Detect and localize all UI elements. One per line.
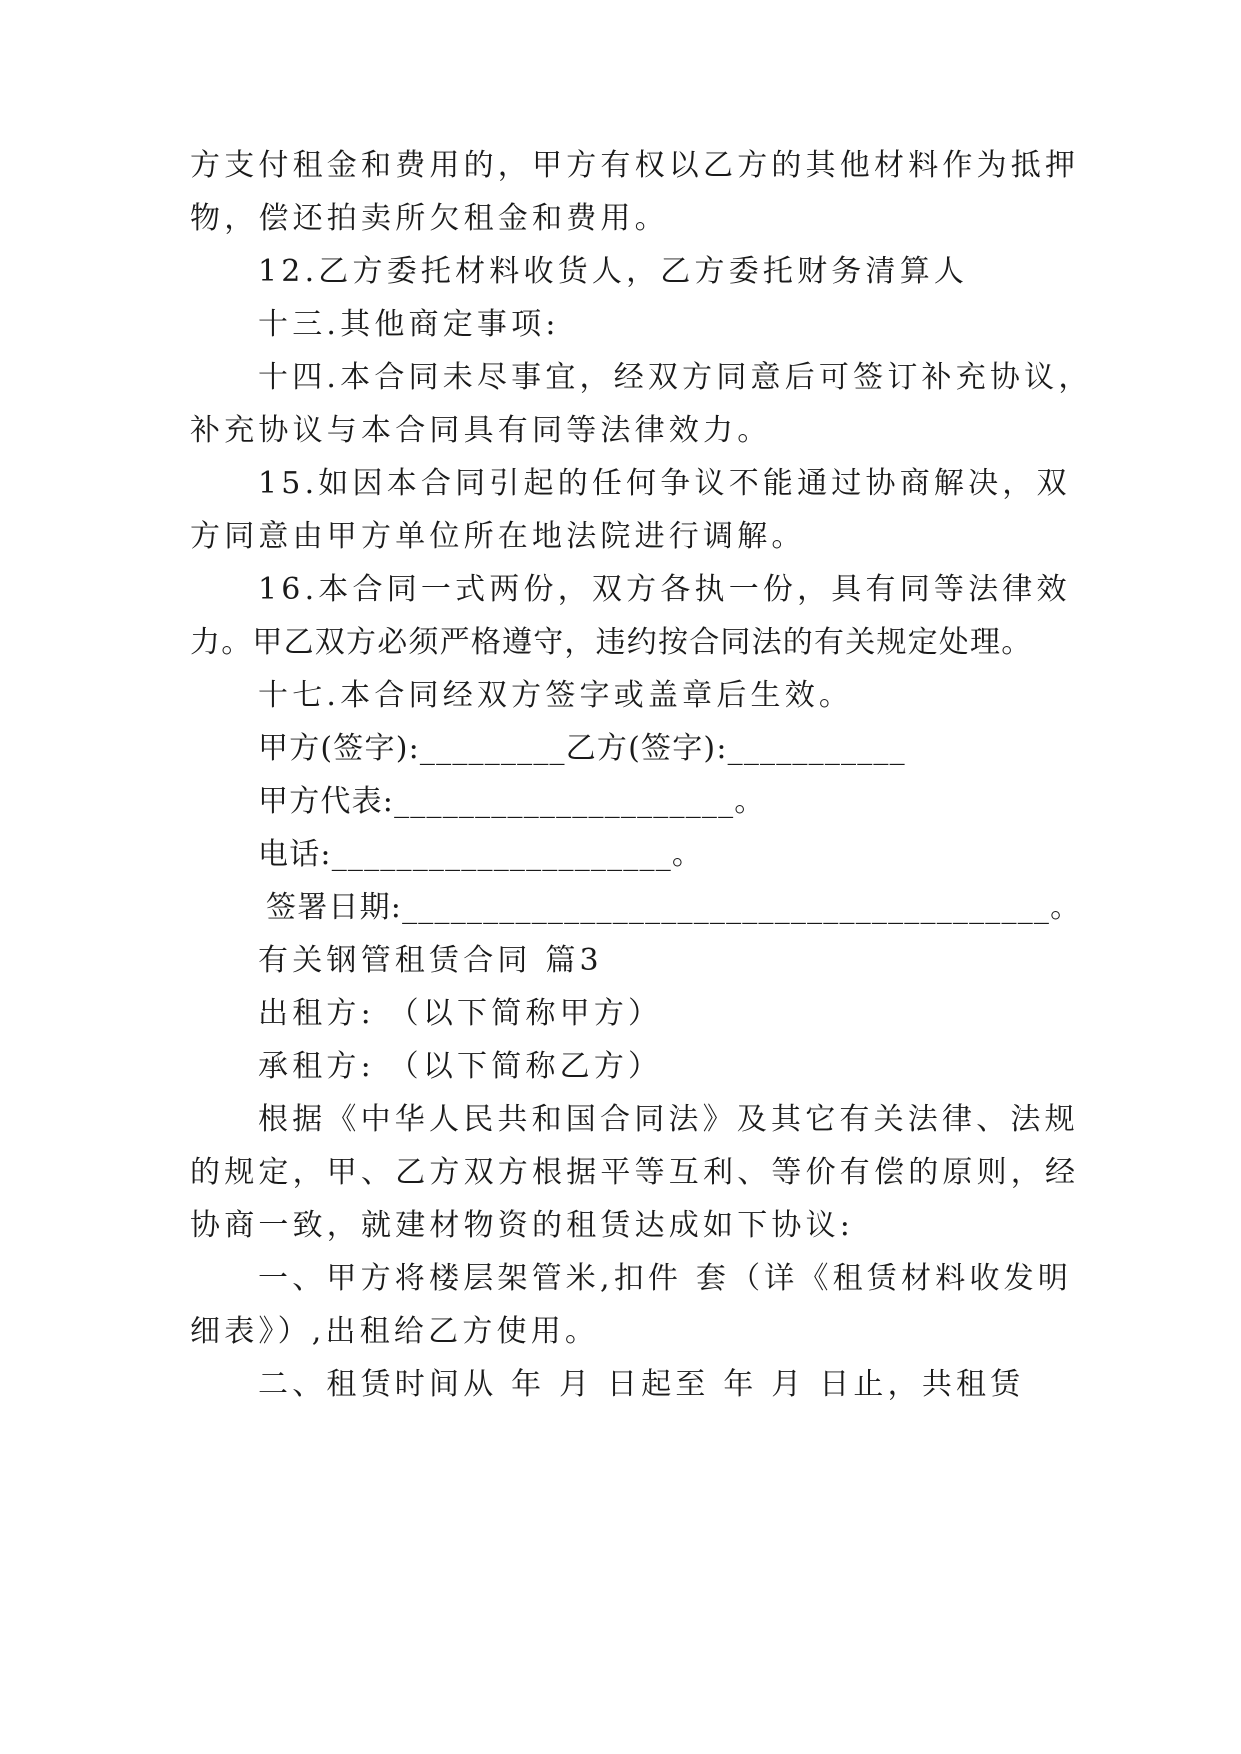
- paragraph-line: 细表》）,出租给乙方使用。: [190, 1314, 600, 1349]
- representative-line: 甲方代表:_____________________。: [258, 784, 766, 819]
- clause-12-line: 12.乙方委托材料收货人，乙方委托财务清算人: [258, 254, 969, 289]
- clause-16-line: 16.本合同一式两份，双方各执一份，具有同等法律效: [258, 572, 1071, 607]
- clause-15-line: 15.如因本合同引起的任何争议不能通过协商解决，双: [258, 466, 1071, 501]
- paragraph-line: 的规定，甲、乙方双方根据平等互利、等价有偿的原则，经: [190, 1155, 1080, 1190]
- signature-line: 甲方(签字):_________乙方(签字):___________: [258, 731, 906, 766]
- article-2-line: 二、租赁时间从 年 月 日起至 年 月 日止，共租赁: [258, 1367, 1025, 1402]
- phone-line: 电话:_____________________。: [258, 837, 704, 872]
- lessor-line: 出租方: （以下简称甲方）: [258, 996, 663, 1031]
- paragraph-line: 补充协议与本合同具有同等法律效力。: [190, 413, 772, 448]
- clause-13-line: 十三.其他商定事项:: [258, 307, 560, 342]
- paragraph-line: 物，偿还拍卖所欠租金和费用。: [190, 201, 669, 236]
- section-heading: 有关钢管租赁合同 篇3: [258, 943, 603, 978]
- lessee-line: 承租方: （以下简称乙方）: [258, 1049, 663, 1084]
- clause-14-line: 十四.本合同未尽事宜，经双方同意后可签订补充协议，: [258, 360, 1093, 395]
- paragraph-line: 方同意由甲方单位所在地法院进行调解。: [190, 519, 806, 554]
- paragraph-line: 力。甲乙双方必须严格遵守，违约按合同法的有关规定处理。: [190, 625, 1033, 660]
- paragraph-line: 根据《中华人民共和国合同法》及其它有关法律、法规: [258, 1102, 1079, 1137]
- sign-date-line: 签署日期:________________________________________。: [266, 890, 1082, 925]
- paragraph-line: 方支付租金和费用的，甲方有权以乙方的其他材料作为抵押: [190, 148, 1080, 183]
- clause-17-line: 十七.本合同经双方签字或盖章后生效。: [258, 678, 854, 713]
- article-1-line: 一、甲方将楼层架管米,扣件 套（详《租赁材料收发明: [258, 1261, 1073, 1296]
- paragraph-line: 协商一致，就建材物资的租赁达成如下协议:: [190, 1208, 855, 1243]
